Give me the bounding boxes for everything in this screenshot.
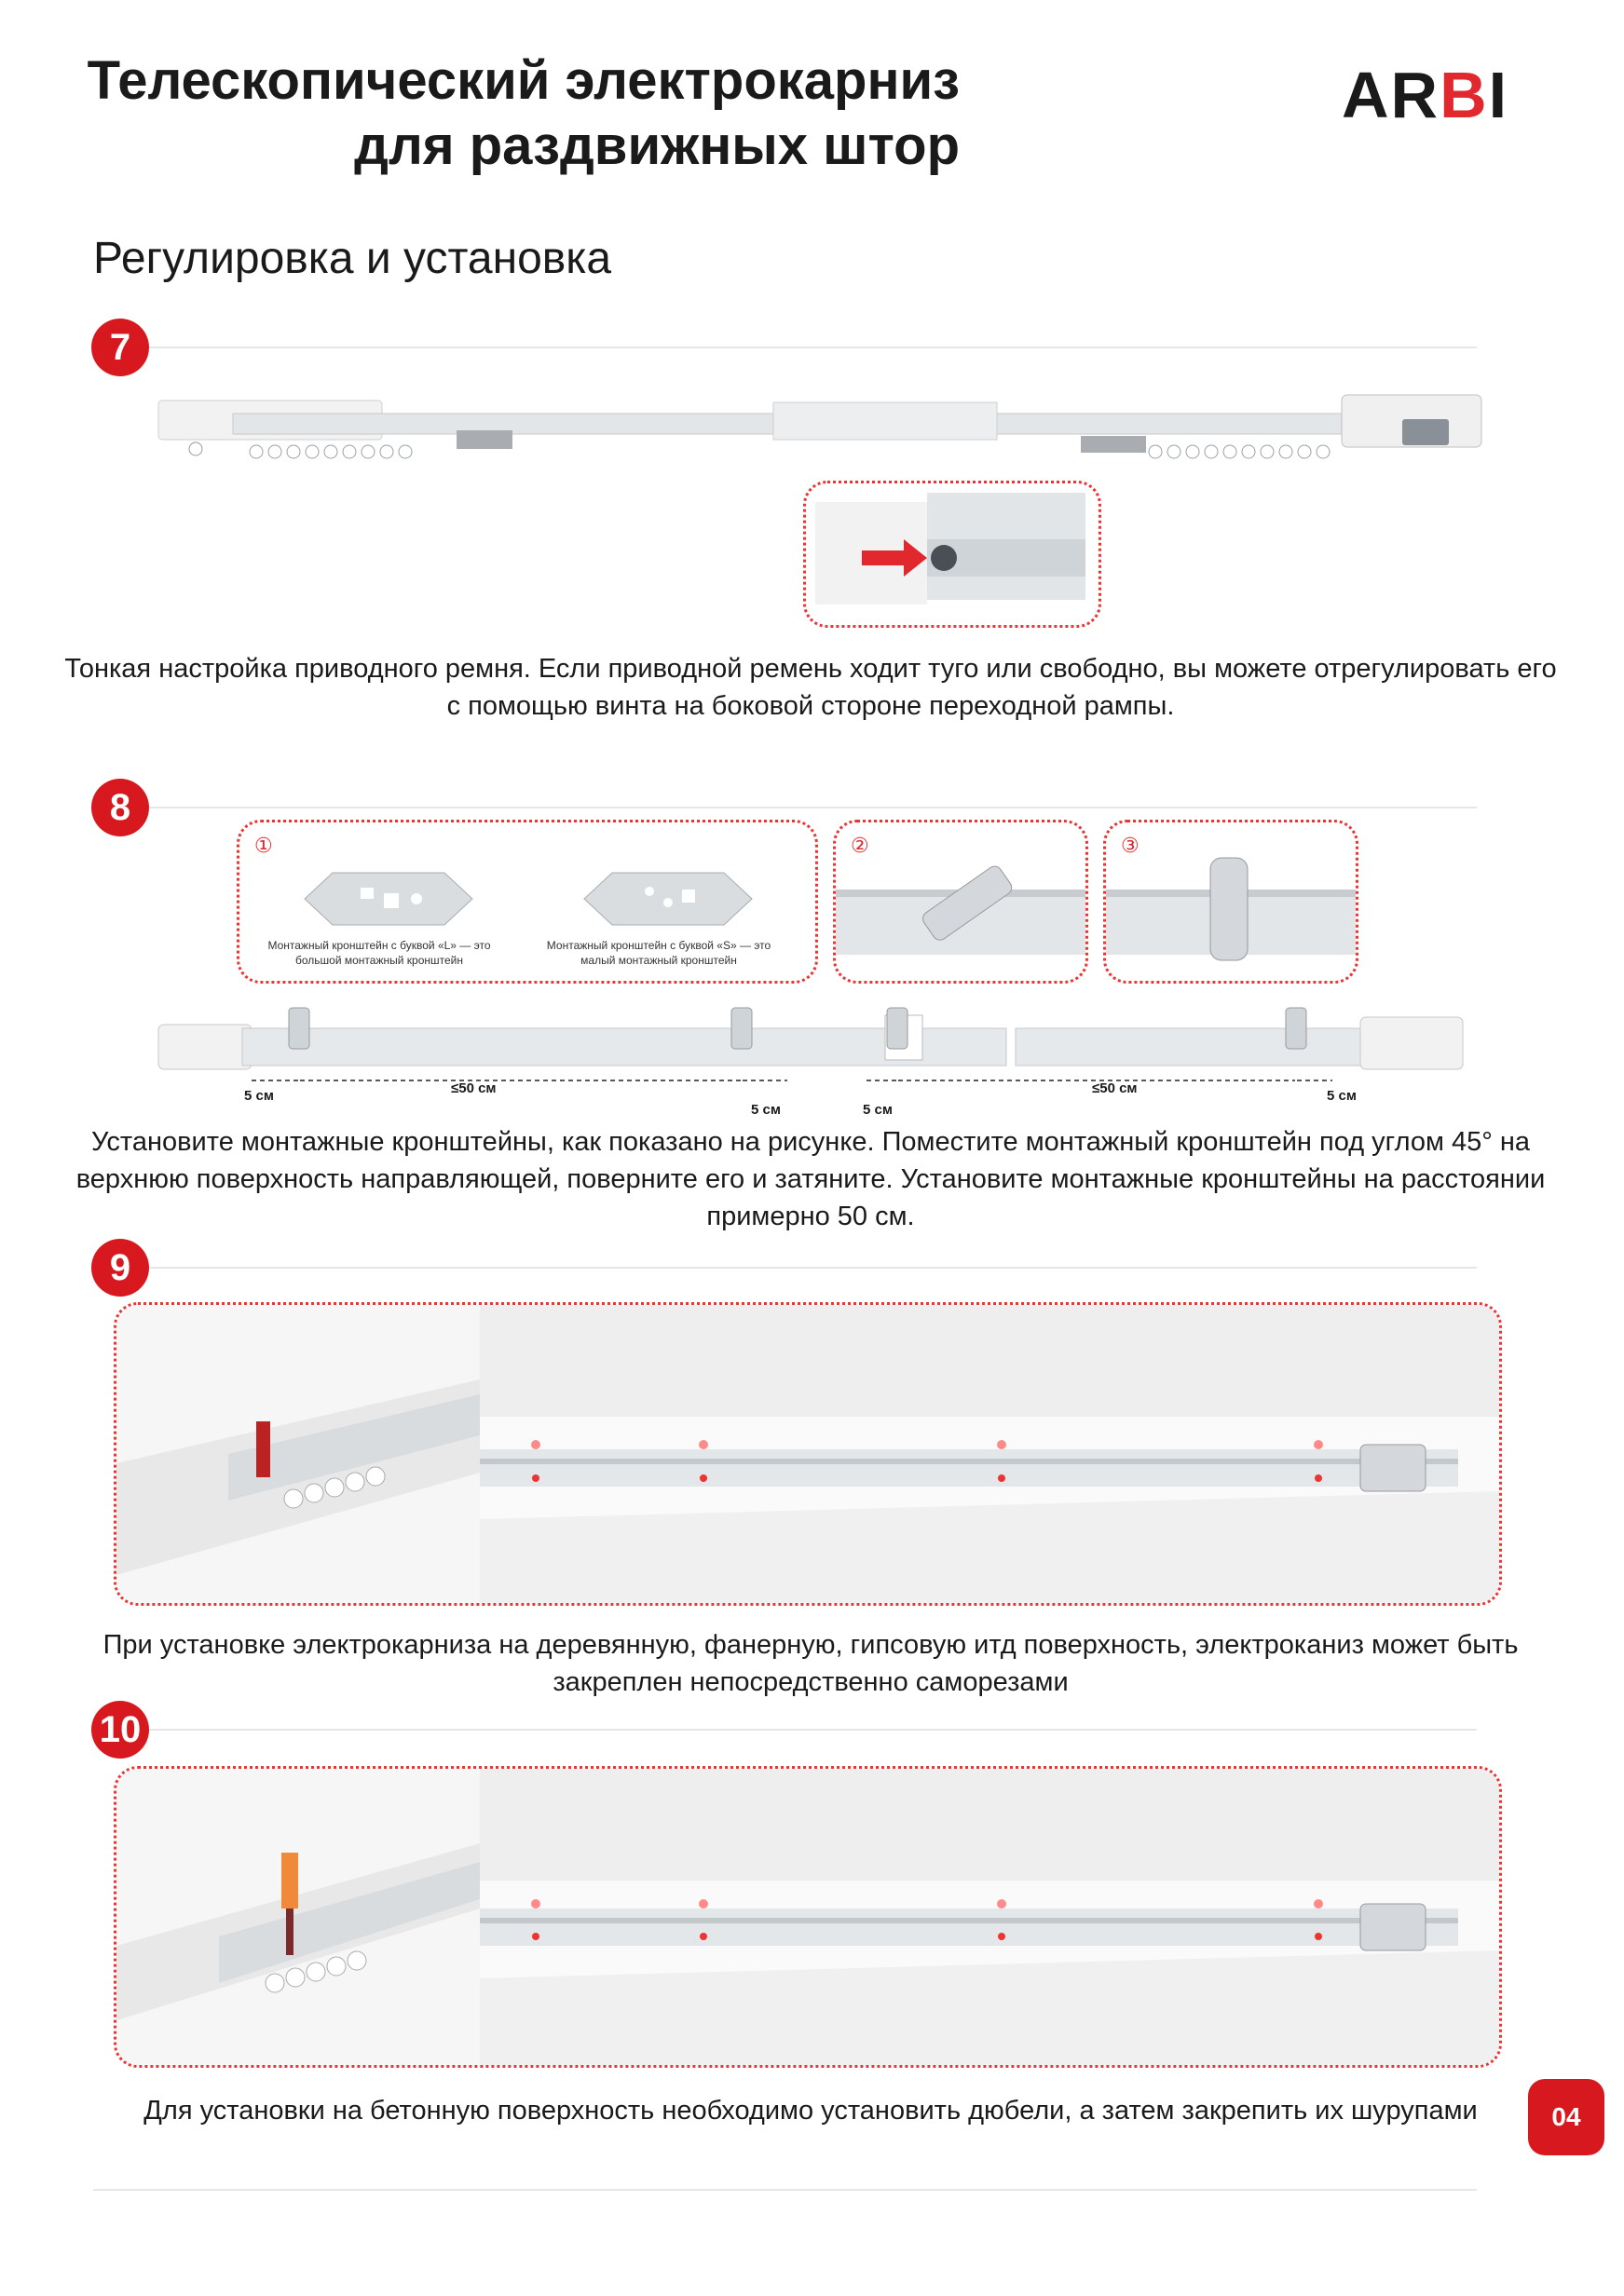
bracket-L-caption-line2: большой монтажный кронштейн bbox=[295, 954, 463, 967]
step-7-caption bbox=[56, 650, 1565, 725]
small-bracket-icon bbox=[575, 862, 761, 936]
section-subtitle: Регулировка и установка bbox=[93, 234, 612, 283]
bracket-S-caption-line1: Монтажный кронштейн с буквой «S» — это bbox=[546, 939, 771, 952]
bracket-turned-panel bbox=[1103, 820, 1358, 984]
step-7-caption-line1: Тонкая настройка приводного ремня. Если приводной ремень ходит туго или свободно, вы можете отрегулировать его bbox=[64, 654, 1557, 684]
panel-marker-2: ② bbox=[851, 834, 869, 857]
rail-illustration-step7 bbox=[140, 382, 1491, 484]
step-10-divider bbox=[149, 1729, 1477, 1731]
dimension-label-3: 5 см bbox=[751, 1102, 781, 1118]
page-title bbox=[28, 48, 960, 179]
step-8-divider bbox=[149, 807, 1477, 808]
logo-text-i: I bbox=[1488, 59, 1509, 131]
step-7-divider bbox=[149, 346, 1477, 348]
bracket-L-caption bbox=[258, 938, 500, 968]
dowel-mount-illustration bbox=[116, 1769, 1499, 2065]
step-7-caption-line2: с помощью винта на боковой стороне переходной рампы. bbox=[446, 691, 1175, 721]
logo-text-ar: AR bbox=[1342, 59, 1440, 131]
bracket-angle-panel bbox=[833, 820, 1088, 984]
step-9-divider bbox=[149, 1267, 1477, 1269]
step-9-caption-line1: При установке электрокарниза на деревянную, фанерную, гипсовую итд поверхность, электроканиз может быть bbox=[102, 1630, 1519, 1660]
page-number-badge: 04 bbox=[1528, 2079, 1604, 2155]
brand-logo bbox=[1342, 58, 1508, 132]
screw-mount-illustration bbox=[116, 1305, 1499, 1603]
dimension-label-6: 5 см bbox=[1327, 1088, 1357, 1104]
large-bracket-icon bbox=[295, 862, 482, 936]
bracket-45deg-illustration bbox=[836, 822, 1085, 981]
bracket-fixed-illustration bbox=[1106, 822, 1356, 981]
dimension-label-1: 5 см bbox=[244, 1088, 274, 1104]
step-9-caption-line2: закреплен непосредственно саморезами bbox=[553, 1667, 1069, 1697]
panel-marker-3: ③ bbox=[1121, 834, 1140, 857]
step-8-caption-line1: Установите монтажные кронштейны, как показано на рисунке. Поместите монтажный кронштейн под углом 45° на bbox=[90, 1127, 1531, 1157]
footer-divider bbox=[93, 2189, 1477, 2191]
belt-screw-detail bbox=[806, 483, 1099, 625]
step-8-caption-line2: верхнюю поверхность направляющей, поверните его и затяните. Установите монтажные кронштейны на расстоянии bbox=[75, 1164, 1546, 1194]
bracket-types-panel bbox=[237, 820, 818, 984]
step-9-illustration-frame bbox=[114, 1302, 1502, 1606]
step-8-number: 8 bbox=[91, 779, 149, 836]
step-10-illustration-frame bbox=[114, 1766, 1502, 2068]
step-8-caption-line3: примерно 50 см. bbox=[706, 1202, 915, 1231]
panel-marker-1: ① bbox=[254, 834, 273, 857]
page-title-line1: Телескопический электрокарниз bbox=[87, 50, 960, 111]
dimension-label-5: ≤50 см bbox=[1092, 1080, 1138, 1096]
dimension-label-2: ≤50 см bbox=[451, 1080, 497, 1096]
step-10-number: 10 bbox=[91, 1701, 149, 1759]
page-title-line2: для раздвижных штор bbox=[354, 115, 960, 176]
step-9-caption bbox=[56, 1626, 1565, 1701]
step-7-number: 7 bbox=[91, 319, 149, 376]
dimension-label-4: 5 см bbox=[863, 1102, 893, 1118]
rail-bracket-spacing-illustration bbox=[149, 997, 1472, 1099]
zoom-detail-frame-step7 bbox=[803, 481, 1101, 628]
step-8-caption bbox=[56, 1123, 1565, 1235]
bracket-S-caption-line2: малый монтажный кронштейн bbox=[580, 954, 737, 967]
bracket-L-caption-line1: Монтажный кронштейн с буквой «L» — это bbox=[267, 939, 491, 952]
step-10-caption: Для установки на бетонную поверхность необходимо установить дюбели, а затем закрепить их шурупами bbox=[143, 2096, 1478, 2126]
bracket-S-caption bbox=[538, 938, 780, 968]
logo-text-b: B bbox=[1440, 59, 1489, 131]
step-9-number: 9 bbox=[91, 1239, 149, 1297]
